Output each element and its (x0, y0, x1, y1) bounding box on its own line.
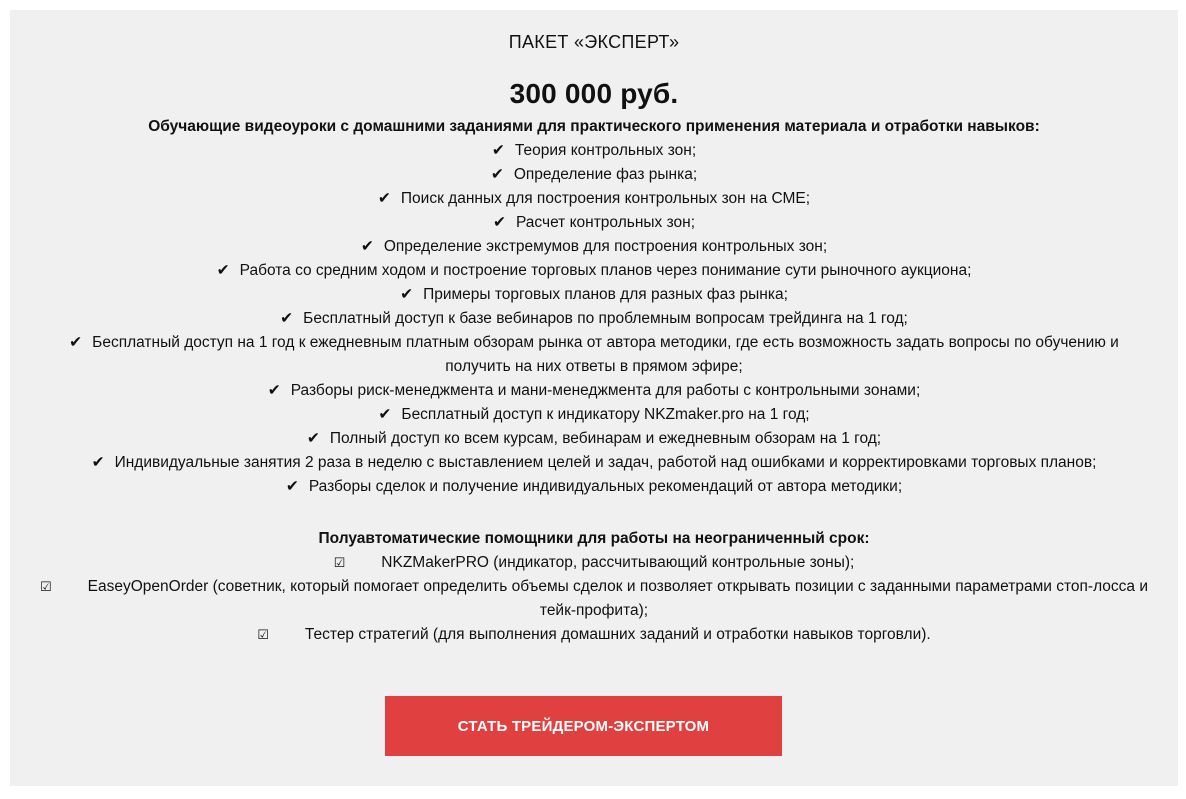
list-item: ✔ Разборы сделок и получение индивидуальных рекомендаций от автора методики; (285, 478, 903, 495)
check-icon: ✔ (378, 406, 392, 423)
pricing-card (10, 10, 1178, 786)
tools-heading: Полуавтоматические помощники для работы на неограниченный срок: (318, 530, 870, 547)
section-spacer (40, 499, 1148, 527)
list-item: ✔ Индивидуальные занятия 2 раза в неделю с выставлением целей и задач, работой над ошибками и корректировками торговых планов; (91, 454, 1097, 471)
check-icon: ✔ (280, 310, 294, 327)
check-icon: ✔ (360, 238, 374, 255)
check-icon: ✔ (377, 190, 391, 207)
list-item: ✔ Бесплатный доступ к индикатору NKZmaker.pro на 1 год; (378, 406, 810, 423)
check-icon: ✔ (267, 382, 281, 399)
list-item: ☑ EaseyOpenOrder (советник, который помогает определить объемы сделок и позволяет открывать позиции с заданными параметрами стоп-лосса и тейк-профита); (40, 575, 1148, 623)
check-icon: ✔ (490, 166, 504, 183)
list-item: ✔ Разборы риск-менеджмента и мани-менеджмента для работы с контрольными зонами; (267, 382, 921, 399)
list-item: ✔ Бесплатный доступ к базе вебинаров по проблемным вопросам трейдинга на 1 год; (280, 310, 908, 327)
list-item: ✔ Примеры торговых планов для разных фаз рынка; (400, 286, 788, 303)
list-item: ✔ Бесплатный доступ на 1 год к ежедневным платным обзорам рынка от автора методики, где есть возможность задать вопросы по обучению и получить на них ответы в прямом эфире; (69, 334, 1119, 375)
check-icon: ✔ (285, 478, 299, 495)
list-item: ☑ NKZMakerPRO (индикатор, рассчитывающий контрольные зоны); (40, 551, 1148, 575)
package-title: ПАКЕТ «ЭКСПЕРТ» (508, 32, 680, 52)
list-item: ✔ Определение экстремумов для построения контрольных зон; (360, 238, 828, 255)
check-icon: ✔ (400, 286, 414, 303)
lessons-list (40, 139, 1148, 499)
lessons-heading: Обучающие видеоуроки с домашними заданиями для практического применения материала и отработки навыков: (148, 118, 1040, 135)
list-item: ✔ Поиск данных для построения контрольных зон на СМЕ; (377, 190, 811, 207)
check-icon: ✔ (216, 262, 230, 279)
become-expert-button[interactable]: СТАТЬ ТРЕЙДЕРОМ-ЭКСПЕРТОМ (385, 696, 782, 756)
check-icon: ✔ (306, 430, 320, 447)
check-icon: ✔ (69, 334, 83, 351)
check-icon: ✔ (491, 142, 505, 159)
checkbox-icon: ☑ (40, 579, 52, 594)
list-item: ✔ Теория контрольных зон; (491, 142, 697, 159)
list-item: ✔ Определение фаз рынка; (490, 166, 698, 183)
list-item: ✔ Работа со средним ходом и построение торговых планов через понимание сути рыночного аукциона; (216, 262, 972, 279)
checkbox-icon: ☑ (333, 555, 346, 570)
tools-list (40, 551, 1148, 647)
check-icon: ✔ (91, 454, 105, 471)
list-item: ☑ Тестер стратегий (для выполнения домашних заданий и отработки навыков торговли). (40, 623, 1148, 647)
package-price: 300 000 руб. (509, 78, 679, 109)
list-item: ✔ Расчет контрольных зон; (492, 214, 696, 231)
check-icon: ✔ (492, 214, 506, 231)
package-description (40, 115, 1148, 647)
list-item: ✔ Полный доступ ко всем курсам, вебинарам и ежедневным обзорам на 1 год; (306, 430, 882, 447)
checkbox-icon: ☑ (257, 627, 269, 642)
